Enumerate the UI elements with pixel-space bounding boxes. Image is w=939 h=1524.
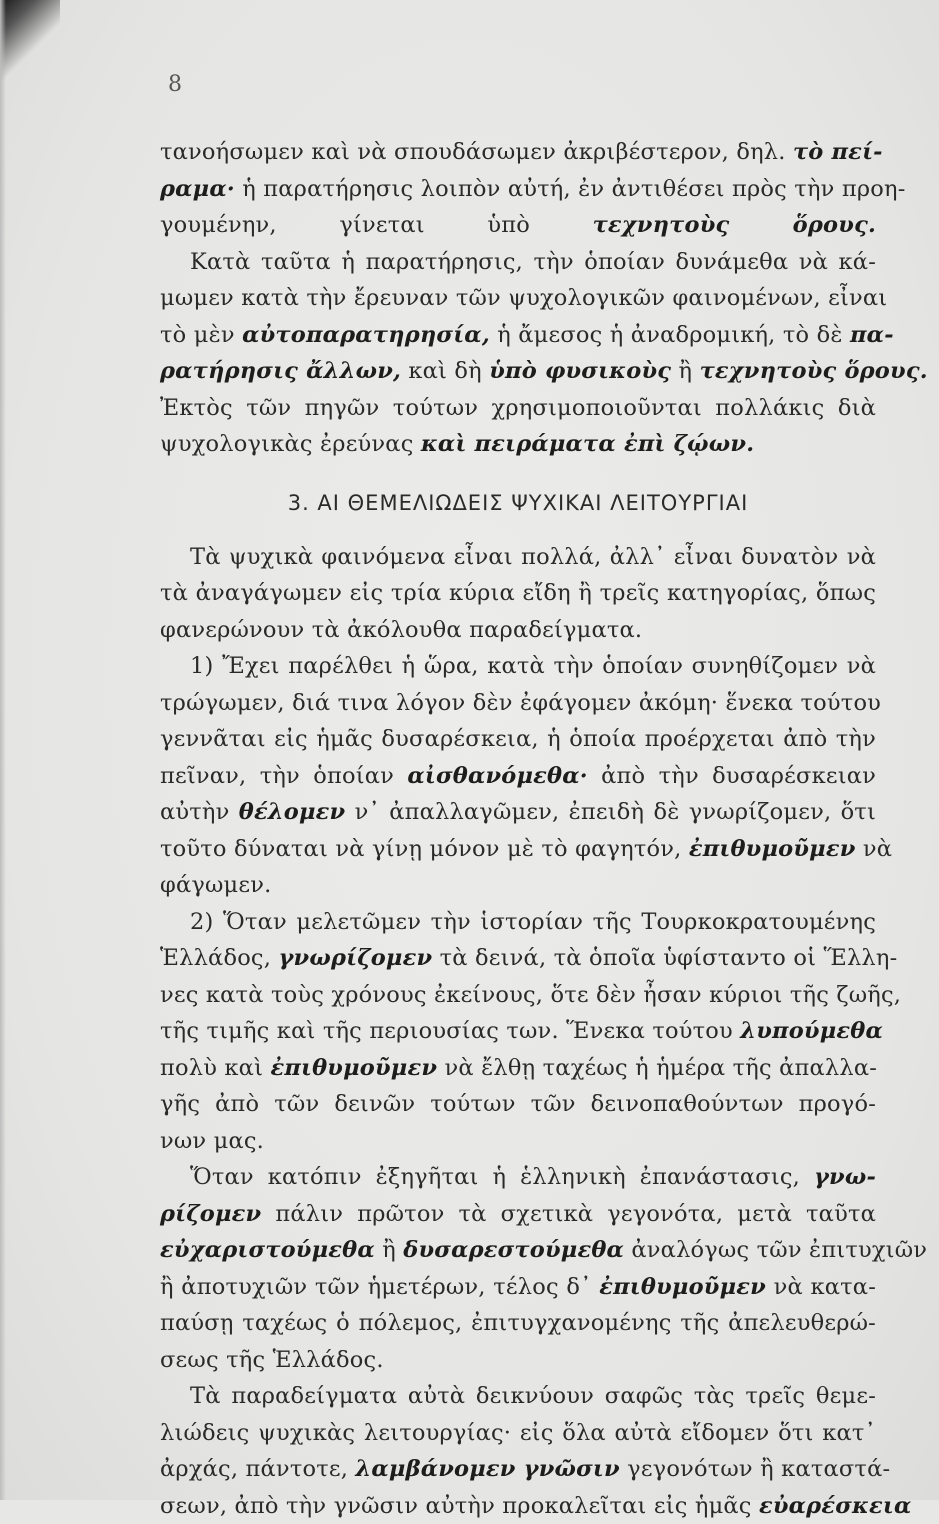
- text-line: [160, 904, 876, 941]
- text-run: ἢ ἀποτυχιῶν τῶν ἡμετέρων, τέλος δ᾽: [160, 1274, 599, 1300]
- text-run: νες κατὰ τοὺς χρόνους ἐκείνους, ὅτε δὲν ἦσαν κύριοι τῆς ζωῆς,: [160, 982, 901, 1008]
- text-line: [160, 353, 876, 390]
- text-line: [160, 1342, 876, 1379]
- text-line: [160, 1488, 876, 1524]
- text-run: παύσῃ ταχέως ὁ πόλεμος, ἐπιτυγχανομένης τῆς ἀπελευθερώ-: [160, 1310, 876, 1336]
- emphasized-term: γνωρίζομεν: [278, 945, 432, 971]
- text-run: τὰ δεινά, τὰ ὁποῖα ὑφίσταντο οἱ Ἕλλη-: [432, 945, 897, 971]
- text-run: Ἐκτὸς τῶν πηγῶν τούτων χρησιμοποιοῦνται πολλάκις διὰ: [160, 395, 876, 421]
- text-line: [160, 940, 876, 977]
- emphasized-term: λαμβάνομεν γνῶσιν: [355, 1456, 619, 1482]
- text-run: νὰ κατα-: [766, 1274, 876, 1300]
- emphasized-term: αὐτοπαρατηρησία,: [242, 322, 490, 348]
- page-number: 8: [168, 72, 182, 97]
- text-line: [160, 1378, 876, 1415]
- emphasized-term: πα-: [850, 322, 894, 348]
- text-line: [160, 648, 876, 685]
- emphasized-term: ἐπιθυμοῦμεν: [599, 1274, 766, 1300]
- text-run: νὰ: [856, 836, 893, 862]
- text-run: νων μας.: [160, 1128, 264, 1154]
- text-line: [160, 244, 876, 281]
- paragraph-7: [160, 1378, 876, 1524]
- emphasized-term: ρατήρησις ἄλλων,: [160, 358, 401, 384]
- text-run: Ἑλλάδος,: [160, 945, 278, 971]
- text-line: [160, 1013, 876, 1050]
- emphasized-term: ραμα·: [160, 176, 235, 202]
- text-run: γουμένην, γίνεται ὑπὸ: [160, 212, 593, 238]
- text-run: πεῖναν, τὴν ὁποίαν: [160, 763, 407, 789]
- text-run: γεγονότων ἢ καταστά-: [620, 1456, 890, 1482]
- text-run: 2) Ὅταν μελετῶμεν τὴν ἱστορίαν τῆς Τουρκοκρατουμένης: [190, 909, 876, 935]
- text-run: φανερώνουν τὰ ἀκόλουθα παραδείγματα.: [160, 617, 642, 643]
- paragraph-5: [160, 904, 876, 1160]
- text-line: [160, 575, 876, 612]
- text-run: μωμεν κατὰ τὴν ἔρευναν τῶν ψυχολογικῶν φαινομένων, εἶναι: [160, 285, 887, 311]
- emphasized-term: ἐπιθυμοῦμεν: [689, 836, 856, 862]
- text-run: ἀναλόγως τῶν ἐπιτυχιῶν: [624, 1237, 927, 1263]
- text-run: αὐτὴν: [160, 799, 239, 825]
- text-run: καὶ δὴ: [401, 358, 489, 384]
- text-run: ἢ: [671, 358, 699, 384]
- paragraph-6: [160, 1159, 876, 1378]
- text-line: [160, 1123, 876, 1160]
- text-line: [160, 1415, 876, 1452]
- emphasized-term: δυσαρεστούμεθα: [403, 1237, 624, 1263]
- text-line: [160, 758, 876, 795]
- text-run: Τὰ ψυχικὰ φαινόμενα εἶναι πολλά, ἀλλ᾽ εἶναι δυνατὸν νὰ: [190, 544, 876, 570]
- emphasized-term: γνω-: [814, 1164, 876, 1190]
- text-line: [160, 1086, 876, 1123]
- text-run: γεννᾶται εἰς ἡμᾶς δυσαρέσκεια, ἡ ὁποία προέρχεται ἀπὸ τὴν: [160, 726, 876, 752]
- text-run: σεως τῆς Ἑλλάδος.: [160, 1347, 384, 1373]
- emphasized-term: καὶ πειράματα ἐπὶ ζῴων.: [421, 431, 754, 457]
- emphasized-term: εὐχαριστούμεθα: [160, 1237, 375, 1263]
- text-run: πολὺ καὶ: [160, 1055, 270, 1081]
- text-line: [160, 685, 876, 722]
- text-line: [160, 390, 876, 427]
- paragraph-4: [160, 648, 876, 904]
- text-run: σεων, ἀπὸ τὴν γνῶσιν αὐτὴν προκαλεῖται εἰς ἡμᾶς: [160, 1493, 759, 1519]
- emphasized-term: λυπούμεθα: [740, 1018, 883, 1044]
- text-run: Τὰ παραδείγματα αὐτὰ δεικνύουν σαφῶς τὰς τρεῖς θεμε-: [190, 1383, 876, 1409]
- text-run: τρώγωμεν, διά τινα λόγον δὲν ἐφάγομεν ἀκόμη· ἕνεκα τούτου: [160, 690, 881, 716]
- text-line: [160, 1196, 876, 1233]
- emphasized-term: ἐπιθυμοῦμεν: [270, 1055, 437, 1081]
- text-line: [160, 1159, 876, 1196]
- text-run: τανοήσωμεν καὶ νὰ σπουδάσωμεν ἀκριβέστερον, δηλ.: [160, 139, 793, 165]
- text-line: [160, 280, 876, 317]
- text-line: [160, 426, 876, 463]
- text-run: ἀρχάς, πάντοτε,: [160, 1456, 355, 1482]
- text-line: [160, 1269, 876, 1306]
- text-line: [160, 1232, 876, 1269]
- paragraph-1: [160, 134, 876, 244]
- text-line: [160, 1451, 876, 1488]
- text-line: [160, 1305, 876, 1342]
- text-line: [160, 317, 876, 354]
- text-run: ἡ ἄμεσος ἡ ἀναδρομική, τὸ δὲ: [490, 322, 850, 348]
- text-run: 1) Ἔχει παρέλθει ἡ ὥρα, κατὰ τὴν ὁποίαν συνηθίζομεν νὰ: [190, 653, 876, 679]
- text-line: [160, 721, 876, 758]
- text-run: ἡ παρατήρησις λοιπὸν αὐτή, ἐν ἀντιθέσει πρὸς τὴν προη-: [235, 176, 906, 202]
- text-line: [160, 977, 876, 1014]
- text-line: [160, 612, 876, 649]
- emphasized-term: θέλομεν: [239, 799, 346, 825]
- text-run: τῆς τιμῆς καὶ τῆς περιουσίας των. Ἕνεκα τούτου: [160, 1018, 740, 1044]
- text-line: [160, 171, 876, 208]
- page-corner-shadow: [0, 0, 60, 80]
- text-run: ἀπὸ τὴν δυσαρέσκειαν: [588, 763, 876, 789]
- text-line: [160, 867, 876, 904]
- text-run: τὸ μὲν: [160, 322, 242, 348]
- text-run: ἢ: [375, 1237, 403, 1263]
- emphasized-term: ρίζομεν: [160, 1201, 261, 1227]
- text-run: τὰ ἀναγάγωμεν εἰς τρία κύρια εἴδη ἢ τρεῖς κατηγορίας, ὅπως: [160, 580, 876, 606]
- text-run: νὰ ἔλθῃ ταχέως ἡ ἡμέρα τῆς ἀπαλλα-: [437, 1055, 877, 1081]
- text-line: [160, 134, 876, 171]
- text-run: φάγωμεν.: [160, 872, 271, 898]
- paragraph-3: [160, 539, 876, 649]
- emphasized-term: αἰσθανόμεθα·: [407, 763, 587, 789]
- emphasized-term: εὐαρέσκεια: [759, 1493, 912, 1519]
- body-text: [160, 134, 876, 1524]
- text-run: Ὅταν κατόπιν ἐξηγῆται ἡ ἑλληνικὴ ἐπανάστασις,: [190, 1164, 814, 1190]
- text-run: τοῦτο δύναται νὰ γίνῃ μόνον μὲ τὸ φαγητόν,: [160, 836, 689, 862]
- text-run: λιώδεις ψυχικὰς λειτουργίας· εἰς ὅλα αὐτὰ εἴδομεν ὅτι κατ᾽: [160, 1420, 876, 1446]
- text-line: [160, 1050, 876, 1087]
- text-line: [160, 794, 876, 831]
- section-heading: 3. ΑΙ ΘΕΜΕΛΙΩΔΕΙΣ ΨΥΧΙΚΑΙ ΛΕΙΤΟΥΡΓΙΑΙ: [160, 477, 876, 529]
- text-run: ψυχολογικὰς ἐρεύνας: [160, 431, 421, 457]
- text-line: [160, 831, 876, 868]
- text-run: Κατὰ ταῦτα ἡ παρατήρησις, τὴν ὁποίαν δυνάμεθα νὰ κά-: [190, 249, 876, 275]
- emphasized-term: ὑπὸ φυσικοὺς: [489, 358, 671, 384]
- text-run: ν᾽ ἀπαλλαγῶμεν, ἐπειδὴ δὲ γνωρίζομεν, ὅτι: [345, 799, 876, 825]
- page-left-edge: [0, 0, 6, 1500]
- emphasized-term: τεχνητοὺς ὅρους.: [700, 358, 928, 384]
- emphasized-term: τὸ πεί-: [793, 139, 883, 165]
- text-run: γῆς ἀπὸ τῶν δεινῶν τούτων τῶν δεινοπαθούντων προγό-: [160, 1091, 876, 1117]
- text-run: πάλιν πρῶτον τὰ σχετικὰ γεγονότα, μετὰ ταῦτα: [261, 1201, 876, 1227]
- paragraph-2: [160, 244, 876, 463]
- emphasized-term: τεχνητοὺς ὅρους.: [593, 212, 876, 238]
- text-line: [160, 207, 876, 244]
- text-line: [160, 539, 876, 576]
